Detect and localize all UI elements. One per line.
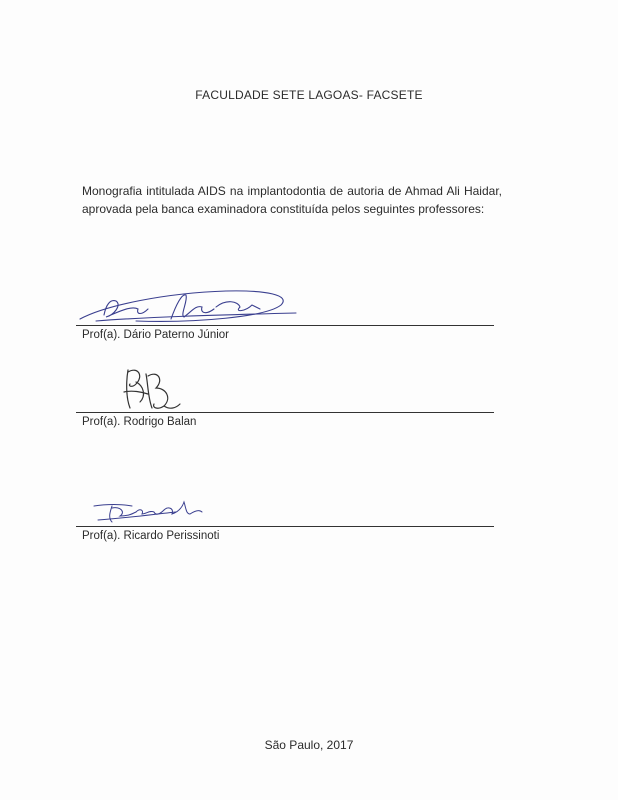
handwritten-signature-2 (76, 362, 306, 414)
handwritten-signature-3 (76, 476, 306, 528)
signature-area (76, 476, 496, 526)
examiner-signature-block-1 (76, 275, 496, 341)
handwritten-signature-1 (76, 275, 306, 327)
signature-area (76, 275, 496, 325)
examiner-name: Prof(a). Dário Paterno Júnior (82, 329, 230, 341)
examiner-name: Prof(a). Rodrigo Balan (82, 416, 197, 428)
place-date: São Paulo, 2017 (264, 738, 354, 752)
examiner-name: Prof(a). Ricardo Perissinoti (82, 530, 220, 542)
examiner-signature-block-2 (76, 362, 496, 428)
institution-title: FACULDADE SETE LAGOAS- FACSETE (195, 88, 423, 102)
examiner-signature-block-3 (76, 476, 496, 542)
approval-paragraph: Monografia intitulada AIDS na implantodontia de autoria de Ahmad Ali Haidar, aprovada pela banca examinadora constituída pelos seguintes professores: (82, 184, 502, 216)
signature-area (76, 362, 496, 412)
